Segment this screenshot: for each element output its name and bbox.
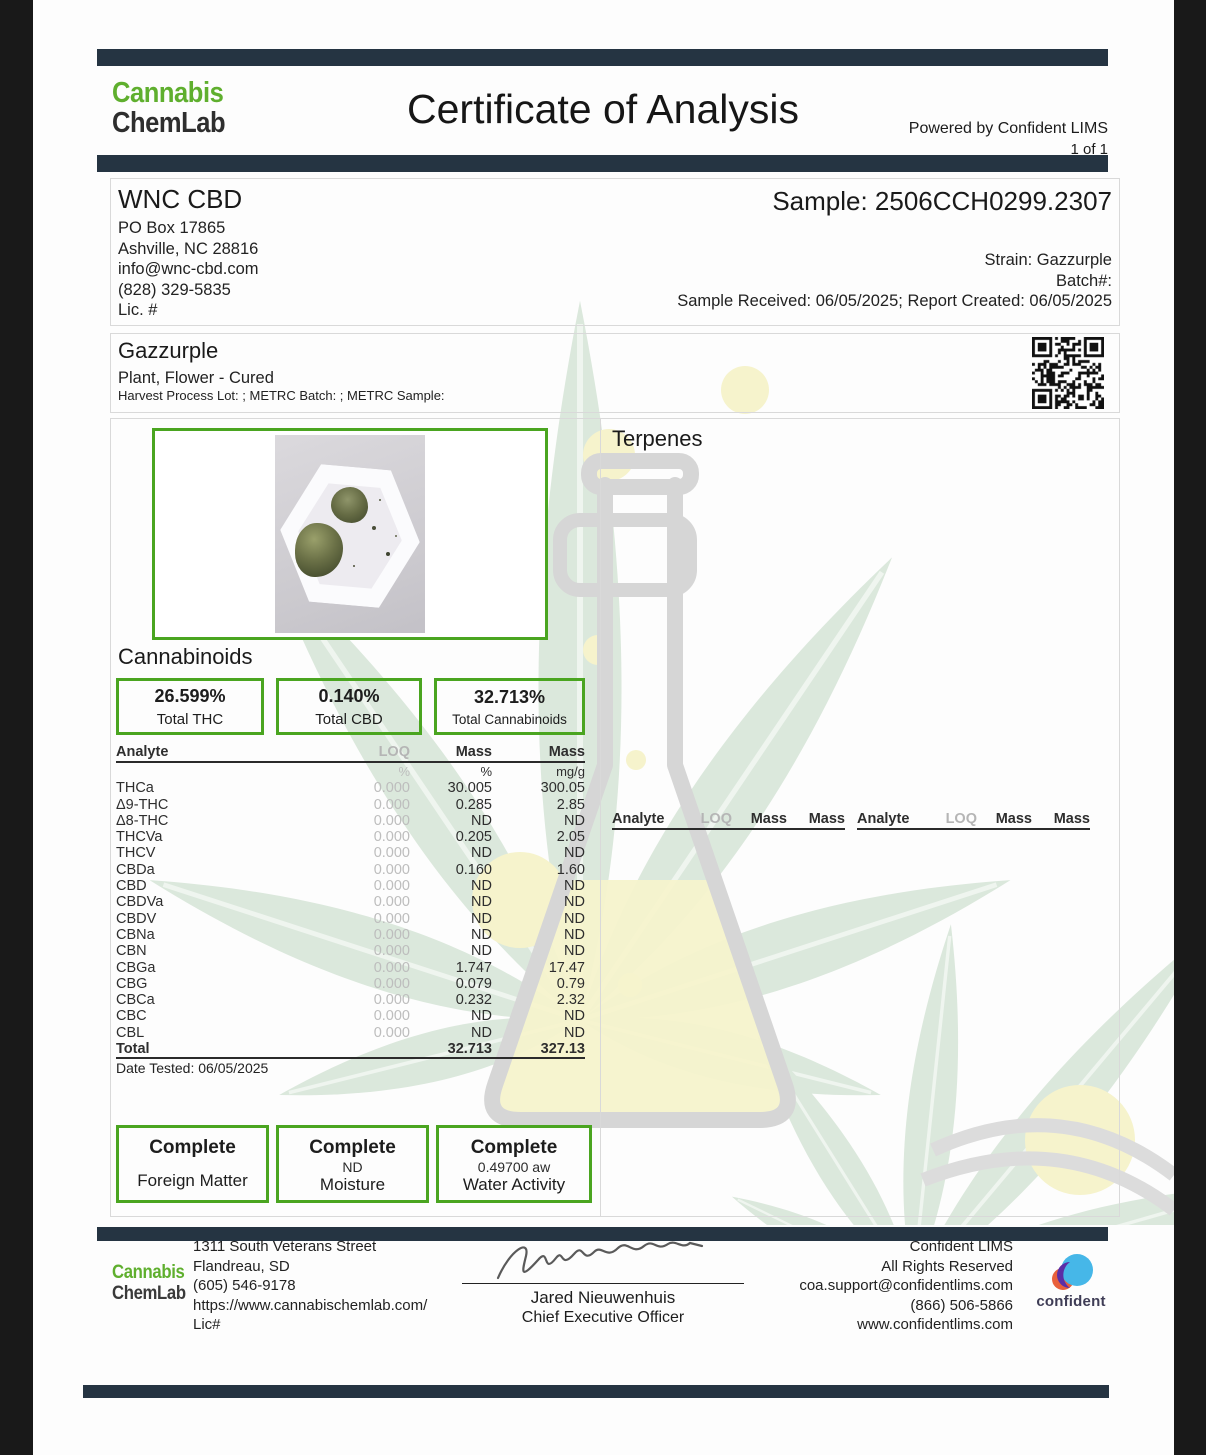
table-cell: 0.79: [556, 975, 585, 992]
table-cell: CBL: [116, 1024, 145, 1041]
table-cell: ND: [564, 845, 585, 862]
water-activity-status: Complete: [470, 1137, 558, 1158]
table-cell: 0.000: [373, 992, 410, 1009]
table-cell: 0.000: [373, 812, 410, 829]
table-row: [116, 960, 585, 976]
table-cell: 300.05: [540, 780, 585, 797]
terpene-header-left: Analyte LOQ Mass Mass: [612, 811, 845, 830]
table-row: [116, 927, 585, 943]
lims-name: Confident LIMS: [909, 1238, 1013, 1255]
footer-bottom-bar: [83, 1385, 1109, 1398]
table-cell: 0.000: [373, 780, 410, 797]
cannabinoids-title: Cannabinoids: [118, 644, 253, 669]
terpenes-title: Terpenes: [612, 426, 703, 451]
table-cell: 0.000: [373, 1008, 410, 1025]
table-cell: ND: [471, 926, 492, 943]
table-row: [116, 813, 585, 829]
client-email[interactable]: info@wnc-cbd.com: [118, 260, 259, 278]
table-cell: ND: [471, 1008, 492, 1025]
footer-lab-logo: [112, 1262, 186, 1304]
sample-photo: [275, 435, 425, 633]
table-row: [116, 976, 585, 992]
table-row: [116, 943, 585, 959]
lab-logo-line2: ChemLab: [112, 107, 226, 139]
strain-name: Gazzurple: [118, 338, 219, 363]
table-cell: 0.000: [373, 894, 410, 911]
col-mass-pct: Mass: [455, 744, 492, 760]
table-cell: 0.000: [373, 829, 410, 846]
lab-street: 1311 South Veterans Street: [193, 1238, 377, 1255]
signer-name: Jared Nieuwenhuis: [530, 1288, 676, 1307]
table-cell: CBNa: [116, 926, 155, 943]
table-cell: Δ8-THC: [116, 812, 169, 829]
table-cell: 17.47: [548, 959, 585, 976]
client-license: Lic. #: [118, 301, 158, 319]
table-cell: 0.000: [373, 975, 410, 992]
lab-website[interactable]: https://www.cannabischemlab.com/: [193, 1296, 428, 1314]
left-black-edge: [0, 0, 33, 1455]
table-row: [116, 911, 585, 927]
table-cell: ND: [471, 878, 492, 895]
total-cbd-label: Total CBD: [315, 710, 383, 728]
table-cell: 2.85: [556, 796, 585, 813]
lims-rights: All Rights Reserved: [881, 1257, 1013, 1275]
table-row: [116, 878, 585, 894]
table-cell: 0.205: [455, 829, 492, 846]
strain-metrc: Harvest Process Lot: ; METRC Batch: ; METRC Sample:: [118, 388, 445, 403]
total-cannabinoids-box: [434, 678, 585, 735]
client-info: [118, 218, 259, 321]
table-row: [116, 1025, 585, 1041]
table-row: [116, 862, 585, 878]
table-cell: 0.079: [455, 975, 492, 992]
table-cell: ND: [471, 1024, 492, 1041]
table-cell: ND: [471, 894, 492, 911]
foreign-matter-box: [116, 1125, 269, 1203]
table-cell: 0.000: [373, 943, 410, 960]
table-row: [116, 894, 585, 910]
table-cell: CBCa: [116, 992, 155, 1009]
terpene-header-right: Analyte LOQ Mass Mass: [857, 811, 1090, 830]
table-row: [116, 992, 585, 1008]
table-cell: CBGa: [116, 959, 156, 976]
table-cell: THCV: [116, 845, 156, 862]
sample-photo-frame: [152, 428, 548, 640]
client-phone: (828) 329-5835: [118, 280, 231, 299]
foreign-matter-label: Foreign Matter: [137, 1171, 248, 1190]
confident-logo: [1036, 1253, 1106, 1310]
table-cell: ND: [564, 910, 585, 927]
sample-id: Sample: 2506CCH0299.2307: [772, 186, 1112, 216]
table-cell: ND: [564, 878, 585, 895]
table-cell: 0.000: [373, 959, 410, 976]
table-cell: ND: [564, 894, 585, 911]
plant-specks: [275, 435, 277, 437]
moisture-value: ND: [342, 1159, 363, 1175]
moisture-status: Complete: [309, 1137, 396, 1158]
water-activity-value: 0.49700 aw: [477, 1159, 551, 1175]
cannabinoid-rows: [116, 780, 585, 1041]
table-cell: 0.285: [455, 796, 492, 813]
lab-address-block: [193, 1237, 427, 1335]
client-name: WNC CBD: [118, 184, 243, 214]
total-thc-label: Total THC: [156, 710, 224, 728]
lims-email[interactable]: coa.support@confidentlims.com: [799, 1277, 1013, 1294]
confident-logo-text: confident: [1036, 1293, 1106, 1310]
lab-logo-line1: Cannabis: [112, 77, 224, 109]
cannabis-bud-small: [331, 487, 368, 523]
foreign-matter-status: Complete: [149, 1137, 236, 1158]
right-black-edge: [1174, 0, 1206, 1455]
lab-city: Flandreau, SD: [193, 1257, 290, 1275]
table-cell: 1.60: [556, 861, 585, 878]
total-cbd-value: 0.140%: [318, 685, 380, 706]
total-cannabinoids-label: Total Cannabinoids: [452, 711, 567, 727]
table-cell: 0.000: [373, 845, 410, 862]
sample-meta: [512, 250, 1112, 312]
table-cell: CBD: [116, 878, 147, 895]
cannabinoid-total-row: Total 32.713 327.13: [116, 1041, 585, 1059]
table-cell: ND: [471, 812, 492, 829]
table-cell: ND: [564, 926, 585, 943]
footer-logo-line1: Cannabis: [112, 1262, 185, 1283]
table-cell: CBDV: [116, 910, 157, 927]
table-row: [116, 780, 585, 796]
table-cell: CBN: [116, 943, 147, 960]
client-address2: Ashville, NC 28816: [118, 239, 259, 258]
table-cell: CBC: [116, 1008, 147, 1025]
powered-by-text: Powered by Confident LIMS: [908, 120, 1108, 137]
page-number: 1 of 1: [1070, 141, 1108, 158]
table-cell: ND: [564, 812, 585, 829]
header-top-bar: [97, 49, 1108, 66]
table-cell: Δ9-THC: [116, 796, 169, 813]
table-cell: ND: [471, 943, 492, 960]
table-cell: CBDa: [116, 861, 155, 878]
table-cell: 0.160: [455, 861, 492, 878]
table-cell: ND: [471, 910, 492, 927]
strain-type: Plant, Flower - Cured: [118, 369, 274, 387]
total-cannabinoids-value: 32.713%: [473, 686, 546, 707]
sample-batch: Batch#:: [1056, 271, 1112, 290]
table-cell: 0.000: [373, 878, 410, 895]
qr-code: [1032, 337, 1104, 409]
table-row: [116, 797, 585, 813]
table-cell: 0.000: [373, 796, 410, 813]
lims-website[interactable]: www.confidentlims.com: [857, 1316, 1013, 1333]
total-cbd-box: [276, 678, 422, 735]
table-cell: CBDVa: [116, 894, 164, 911]
table-cell: 1.747: [455, 959, 492, 976]
table-row: [116, 845, 585, 861]
table-cell: 2.32: [556, 992, 585, 1009]
table-row: [116, 1008, 585, 1024]
table-cell: ND: [564, 1024, 585, 1041]
cannabinoid-table-units: % % mg/g: [398, 764, 585, 780]
col-mass-mgg: Mass: [548, 744, 585, 760]
col-analyte: Analyte: [116, 744, 169, 760]
client-address1: PO Box 17865: [118, 219, 226, 237]
signer-title: Chief Executive Officer: [521, 1309, 685, 1326]
table-cell: 0.000: [373, 926, 410, 943]
lims-phone: (866) 506-5866: [910, 1296, 1013, 1314]
table-row: [116, 829, 585, 845]
water-activity-label: Water Activity: [462, 1175, 566, 1194]
moisture-box: [276, 1125, 429, 1203]
cannabinoid-table: [116, 744, 585, 1059]
table-cell: THCa: [116, 780, 154, 797]
table-cell: 0.000: [373, 1024, 410, 1041]
date-tested: Date Tested: 06/05/2025: [116, 1060, 269, 1076]
table-cell: THCVa: [116, 829, 163, 846]
table-cell: 0.000: [373, 861, 410, 878]
table-cell: CBG: [116, 975, 148, 992]
confident-logo-icon: [1043, 1253, 1099, 1293]
table-cell: 0.000: [373, 910, 410, 927]
cannabinoid-table-header: [116, 744, 585, 763]
water-activity-box: [436, 1125, 592, 1203]
table-cell: 2.05: [556, 829, 585, 846]
sample-received: Sample Received: 06/05/2025; Report Created: 06/05/2025: [677, 292, 1112, 310]
table-cell: ND: [564, 943, 585, 960]
document-title: Certificate of Analysis: [407, 86, 799, 132]
lab-license: Lic#: [193, 1316, 221, 1333]
sample-strain: Strain: Gazzurple: [984, 251, 1112, 269]
lims-info-block: [613, 1237, 1013, 1335]
total-thc-value: 26.599%: [154, 685, 226, 706]
moisture-label: Moisture: [319, 1175, 386, 1194]
total-thc-box: [116, 678, 264, 735]
lab-logo: [112, 78, 225, 138]
table-cell: ND: [471, 845, 492, 862]
table-cell: 30.005: [447, 780, 492, 797]
lab-phone: (605) 546-9178: [193, 1277, 296, 1294]
table-cell: ND: [564, 1008, 585, 1025]
footer-logo-line2: ChemLab: [112, 1283, 186, 1304]
col-loq: LOQ: [378, 744, 410, 760]
table-cell: 0.232: [455, 992, 492, 1009]
